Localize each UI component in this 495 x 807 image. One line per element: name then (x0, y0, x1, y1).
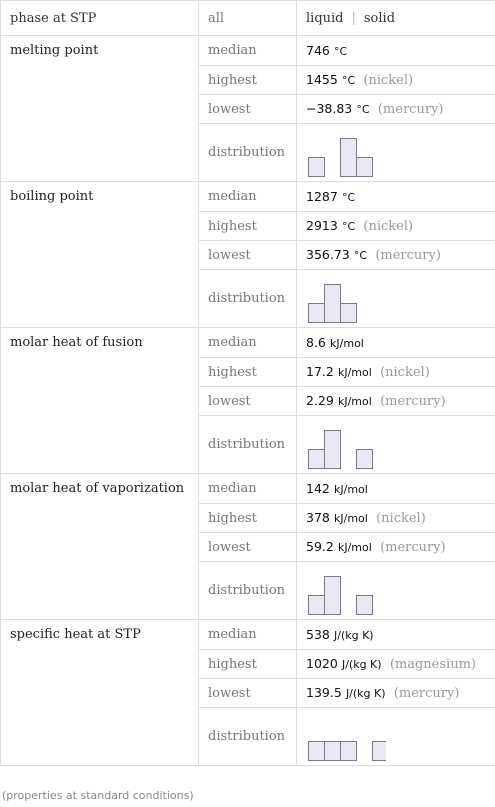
header-row (1, 1, 495, 36)
median-value: 746 °C (297, 36, 495, 66)
distribution-label: distribution (199, 416, 297, 474)
option-liquid[interactable]: liquid (306, 10, 344, 26)
property-row (1, 328, 495, 358)
highest-label: highest (199, 66, 297, 95)
highest-label: highest (199, 212, 297, 241)
property-row (1, 620, 495, 650)
median-label: median (199, 328, 297, 358)
histogram-bar (325, 284, 341, 322)
histogram-bar (357, 449, 373, 468)
distribution-label: distribution (199, 708, 297, 766)
median-label: median (199, 474, 297, 504)
median-value: 1287 °C (297, 182, 495, 212)
distribution-cell (297, 708, 495, 766)
histogram-bar (341, 138, 357, 176)
histogram-bar (325, 576, 341, 614)
histogram-bar (357, 157, 373, 176)
lowest-label: lowest (199, 387, 297, 416)
histogram-bar (325, 430, 341, 468)
option-separator: | (351, 10, 356, 26)
distribution-cell (297, 270, 495, 328)
lowest-label: lowest (199, 241, 297, 270)
distribution-histogram (306, 128, 386, 178)
highest-label: highest (199, 504, 297, 533)
property-row (1, 36, 495, 66)
distribution-label: distribution (199, 124, 297, 182)
highest-value: 17.2 kJ/mol (nickel) (297, 358, 495, 387)
footnote: (properties at standard conditions) (2, 789, 194, 802)
property-name: melting point (1, 36, 199, 182)
highest-value: 2913 °C (nickel) (297, 212, 495, 241)
distribution-histogram (306, 420, 386, 470)
distribution-histogram (306, 712, 386, 762)
distribution-histogram (306, 566, 386, 616)
property-name: boiling point (1, 182, 199, 328)
histogram-bar (309, 449, 325, 468)
highest-value: 378 kJ/mol (nickel) (297, 504, 495, 533)
property-name: molar heat of vaporization (1, 474, 199, 620)
median-value: 8.6 kJ/mol (297, 328, 495, 358)
header-phase: phase at STP (1, 1, 199, 36)
histogram-bar (341, 303, 357, 322)
lowest-value: −38.83 °C (mercury) (297, 95, 495, 124)
highest-value: 1020 J/(kg K) (magnesium) (297, 650, 495, 679)
median-label: median (199, 36, 297, 66)
distribution-histogram (306, 274, 386, 324)
header-phase-options (297, 1, 495, 36)
property-row (1, 474, 495, 504)
histogram-bar (357, 595, 373, 614)
highest-label: highest (199, 358, 297, 387)
histogram-bar (373, 741, 387, 760)
median-label: median (199, 620, 297, 650)
lowest-label: lowest (199, 95, 297, 124)
distribution-cell (297, 562, 495, 620)
highest-label: highest (199, 650, 297, 679)
median-value: 142 kJ/mol (297, 474, 495, 504)
property-name: specific heat at STP (1, 620, 199, 766)
median-label: median (199, 182, 297, 212)
distribution-cell (297, 416, 495, 474)
distribution-label: distribution (199, 562, 297, 620)
histogram-bar (309, 741, 325, 760)
histogram-bar (341, 741, 357, 760)
header-all: all (199, 1, 297, 36)
lowest-value: 356.73 °C (mercury) (297, 241, 495, 270)
median-value: 538 J/(kg K) (297, 620, 495, 650)
option-solid[interactable]: solid (363, 10, 396, 26)
histogram-bar (325, 741, 341, 760)
lowest-value: 59.2 kJ/mol (mercury) (297, 533, 495, 562)
distribution-cell (297, 124, 495, 182)
lowest-label: lowest (199, 533, 297, 562)
property-row (1, 182, 495, 212)
histogram-bar (309, 157, 325, 176)
lowest-value: 2.29 kJ/mol (mercury) (297, 387, 495, 416)
lowest-value: 139.5 J/(kg K) (mercury) (297, 679, 495, 708)
highest-value: 1455 °C (nickel) (297, 66, 495, 95)
histogram-bar (309, 303, 325, 322)
histogram-bar (309, 595, 325, 614)
lowest-label: lowest (199, 679, 297, 708)
distribution-label: distribution (199, 270, 297, 328)
property-name: molar heat of fusion (1, 328, 199, 474)
